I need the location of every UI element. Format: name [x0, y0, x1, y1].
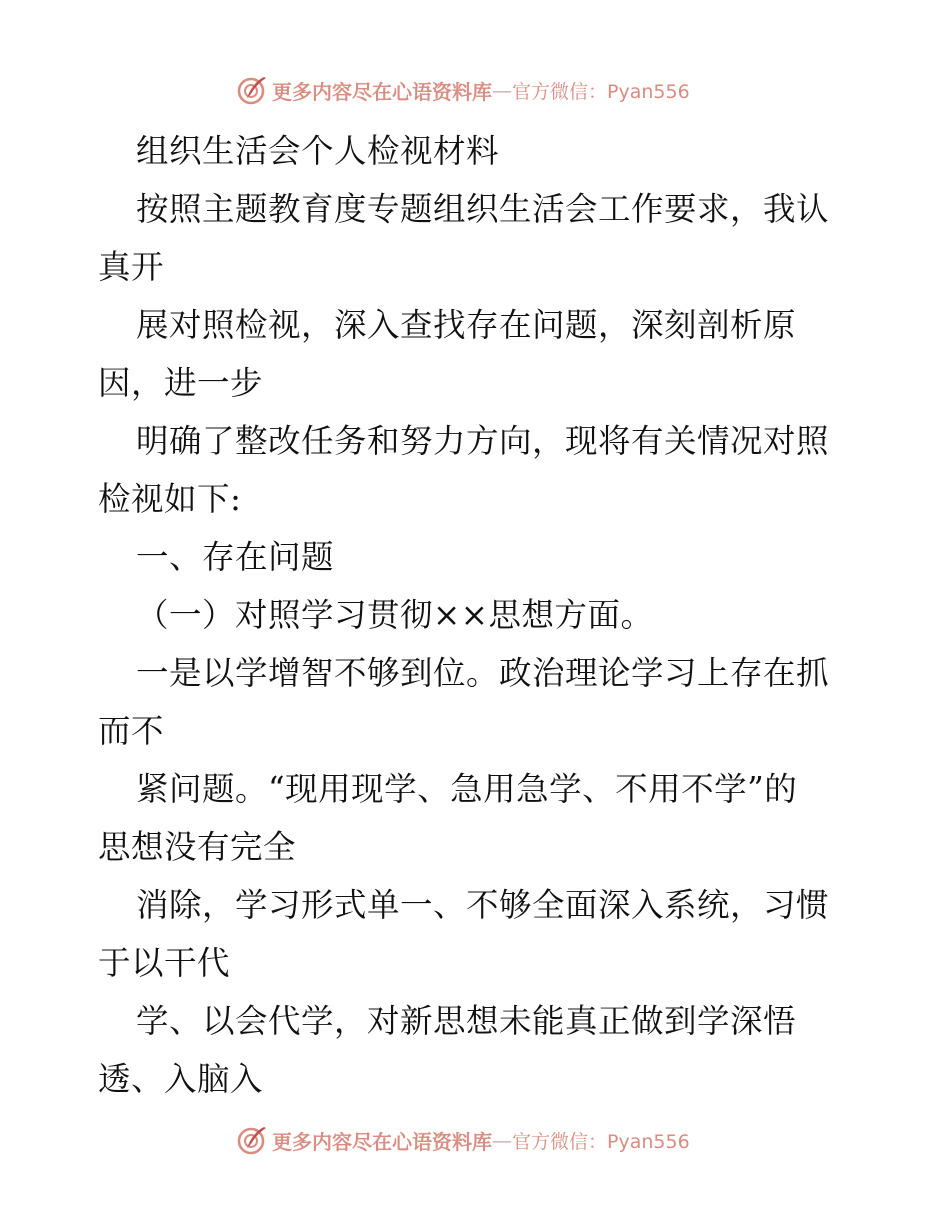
quill-logo-icon: [236, 74, 268, 106]
text-line: 真开: [98, 248, 165, 286]
text-line: 紧问题。“现用现学、急用急学、不用不学”的: [136, 770, 798, 808]
banner-text: 更多内容尽在心语资料库: [272, 1129, 492, 1154]
text-line: 因，进一步: [98, 364, 264, 402]
banner-contact: 官方微信：Pyan556: [512, 80, 690, 103]
text-line: 思想没有完全: [98, 828, 297, 866]
text-line: 消除，学习形式单一、不够全面深入系统，习惯: [136, 886, 830, 924]
quill-logo-icon: [236, 1124, 268, 1156]
text-line: 学、以会代学，对新思想未能真正做到学深悟: [136, 1002, 797, 1040]
header-watermark-banner: [236, 72, 716, 108]
text-line: 一是以学增智不够到位。政治理论学习上存在抓: [136, 654, 830, 692]
text-line: 而不: [98, 712, 165, 750]
text-line: 明确了整改任务和努力方向，现将有关情况对照: [136, 422, 830, 460]
text-line: 一、存在问题: [136, 538, 335, 576]
banner-dash: —: [492, 78, 512, 102]
text-line: 透、入脑入: [98, 1060, 264, 1098]
text-line: 检视如下:: [98, 480, 242, 518]
footer-watermark-banner: [236, 1122, 716, 1158]
text-line: 于以干代: [98, 944, 231, 982]
banner-contact: 官方微信：Pyan556: [512, 1130, 690, 1153]
document-body: [98, 122, 858, 1108]
banner-dash: —: [492, 1128, 512, 1152]
banner-text: 更多内容尽在心语资料库: [272, 79, 492, 104]
text-line: （一）对照学习贯彻××思想方面。: [136, 596, 654, 634]
text-line: 组织生活会个人检视材料: [136, 132, 500, 170]
text-line: 按照主题教育度专题组织生活会工作要求，我认: [136, 190, 830, 228]
text-line: 展对照检视，深入查找存在问题，深刻剖析原: [136, 306, 797, 344]
